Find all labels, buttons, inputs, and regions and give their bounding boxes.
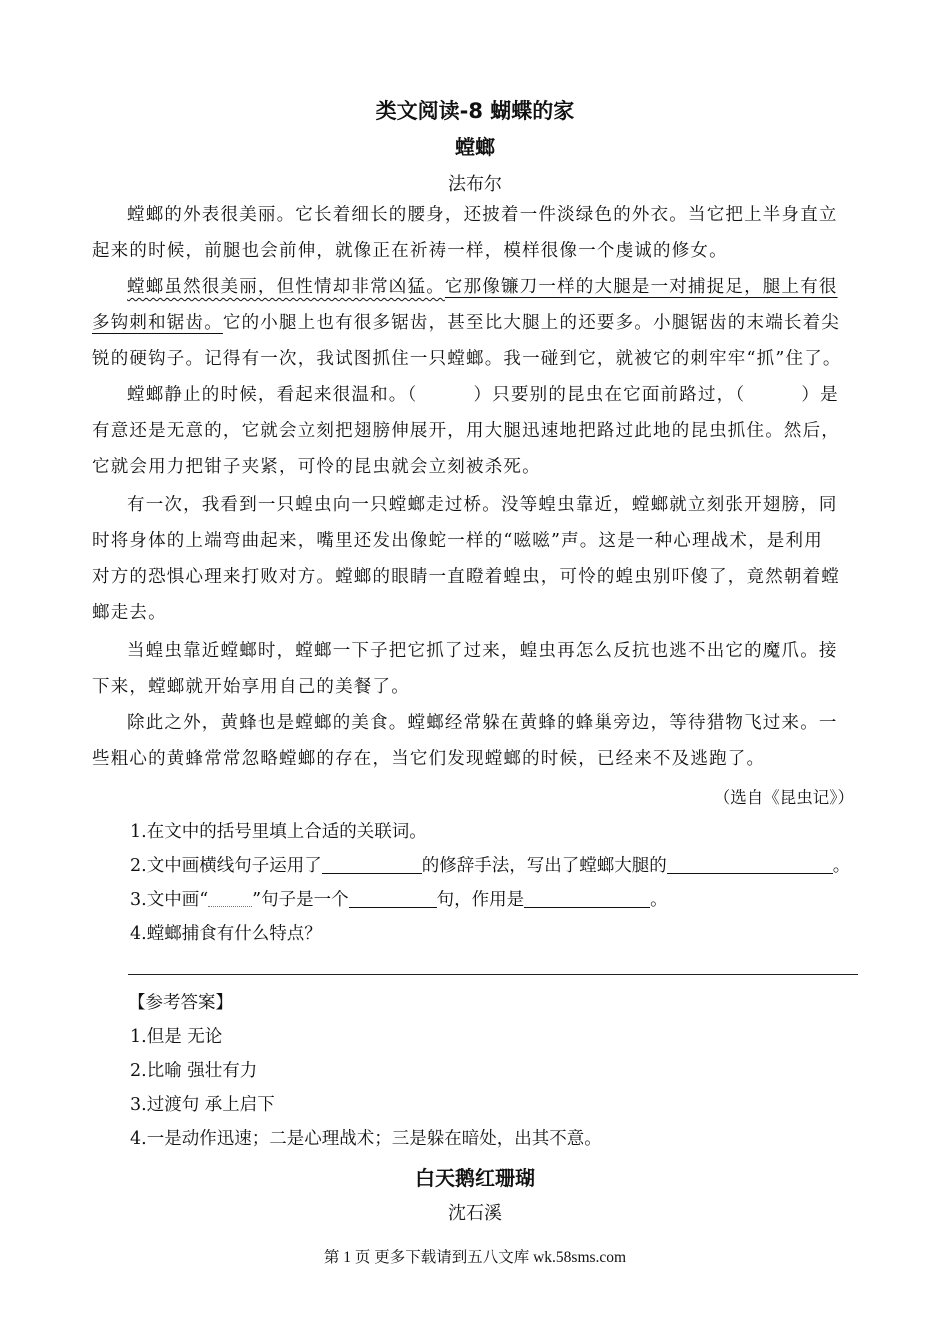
question-text: 3.文中画“: [130, 890, 209, 910]
wavy-line-marker: [208, 892, 252, 907]
paragraph-line: 有意还是无意的，它就会立刻把翅膀伸展开，用大腿迅速地把路过此地的昆虫抓住。然后，: [92, 421, 840, 441]
paragraph-line: [92, 305, 862, 341]
question-1: 1.在文中的括号里填上合适的关联词。: [130, 822, 427, 842]
underlined-sentence-part-1: 它那像镰刀一样的大腿是一对捕捉足，腿上有很: [444, 277, 838, 297]
paragraph-line: 对方的恐惧心理来打败对方。螳螂的眼睛一直瞪着蝗虫，可怜的蝗虫别吓傻了，竟然朝着螳: [92, 567, 840, 587]
paragraph-1: [92, 197, 862, 269]
answers-heading: 【参考答案】: [128, 993, 233, 1013]
paragraph-line: 些粗心的黄蜂常常忽略螳螂的存在，当它们发现螳螂的时候，已经来不及逃跑了。: [92, 749, 766, 769]
paragraph-2: [92, 269, 862, 377]
next-article-title: 白天鹅红珊瑚: [415, 1166, 535, 1190]
paragraph-line: 螂走去。: [92, 603, 167, 623]
answer-blank[interactable]: [322, 855, 422, 874]
paragraph-line: 螳螂的外表很美丽。它长着细长的腰身，还披着一件淡绿色的外衣。当它把上半身直立: [127, 205, 838, 225]
page-footer: 第 1 页 更多下载请到五八文库 wk.58sms.com: [323, 1249, 627, 1266]
paragraph-4: [92, 487, 862, 631]
answer-blank[interactable]: [349, 889, 437, 908]
paragraph-3: [92, 377, 862, 485]
section-divider: [128, 974, 858, 975]
article-author: 法布尔: [448, 174, 502, 195]
question-text: 的修辞手法，写出了螳螂大腿的: [421, 856, 667, 876]
paragraph-6: [92, 705, 862, 777]
answer-item: 4.一是动作迅速；二是心理战术；三是躲在暗处，出其不意。: [130, 1129, 602, 1149]
answer-item: 1.但是 无论: [130, 1027, 223, 1047]
next-article-author: 沈石溪: [448, 1203, 502, 1224]
question-text: 。: [650, 890, 668, 910]
paragraph-line: 它就会用力把钳子夹紧，可怜的昆虫就会立刻被杀死。: [92, 457, 541, 477]
paragraph-line: 有一次，我看到一只蝗虫向一只螳螂走过桥。没等蝗虫靠近，螳螂就立刻张开翅膀，同: [127, 495, 838, 515]
answer-blank[interactable]: [524, 889, 650, 908]
question-text: 句，作用是: [436, 890, 525, 910]
paragraph-line: 起来的时候，前腿也会前伸，就像正在祈祷一样，模样很像一个虔诚的修女。: [92, 241, 728, 261]
paragraph-line: 当蝗虫靠近螳螂时，螳螂一下子把它抓了过来，蝗虫再怎么反抗也逃不出它的魔爪。接: [127, 641, 838, 661]
article-source: （选自《昆虫记》）: [713, 788, 854, 807]
paragraph-text: 它的小腿上也有很多锯齿，甚至比大腿上的还要多。小腿锯齿的末端长着尖: [222, 313, 841, 333]
paragraph-line: 锐的硬钩子。记得有一次，我试图抓住一只螳螂。我一碰到它，就被它的刺牢牢“抓”住了。: [92, 349, 842, 369]
question-2: [130, 849, 850, 883]
question-3: [130, 883, 668, 917]
question-text: ”句子是一个: [252, 890, 349, 910]
question-text: 。: [832, 856, 851, 876]
paragraph-line: [92, 269, 862, 305]
paragraph-line: 时将身体的上端弯曲起来，嘴里还发出像蛇一样的“嗞嗞”声。这是一种心理战术，是利用: [92, 531, 823, 551]
question-text: 2.文中画横线句子运用了: [130, 856, 322, 876]
document-title: 类文阅读-8 蝴蝶的家: [375, 99, 575, 123]
paragraph-line: 下来，螳螂就开始享用自己的美餐了。: [92, 677, 410, 697]
article-title: 螳螂: [455, 135, 495, 159]
paragraph-line: 螳螂静止的时候，看起来很温和。（ ）只要别的昆虫在它面前路过，（ ）是: [127, 385, 839, 405]
question-4: 4.螳螂捕食有什么特点？: [130, 924, 322, 944]
paragraph-line: 除此之外，黄蜂也是螳螂的美食。螳螂经常躲在黄蜂的蜂巢旁边，等待猎物飞过来。一: [127, 713, 838, 733]
answer-item: 2.比喻 强壮有力: [130, 1061, 258, 1081]
answer-blank[interactable]: [667, 855, 833, 874]
answer-item: 3.过渡句 承上启下: [130, 1095, 275, 1115]
paragraph-5: [92, 633, 862, 705]
underlined-sentence-part-2: 多钩刺和锯齿。: [92, 313, 223, 333]
wavy-underlined-sentence: 螳螂虽然很美丽，但性情却非常凶猛。: [127, 277, 445, 297]
